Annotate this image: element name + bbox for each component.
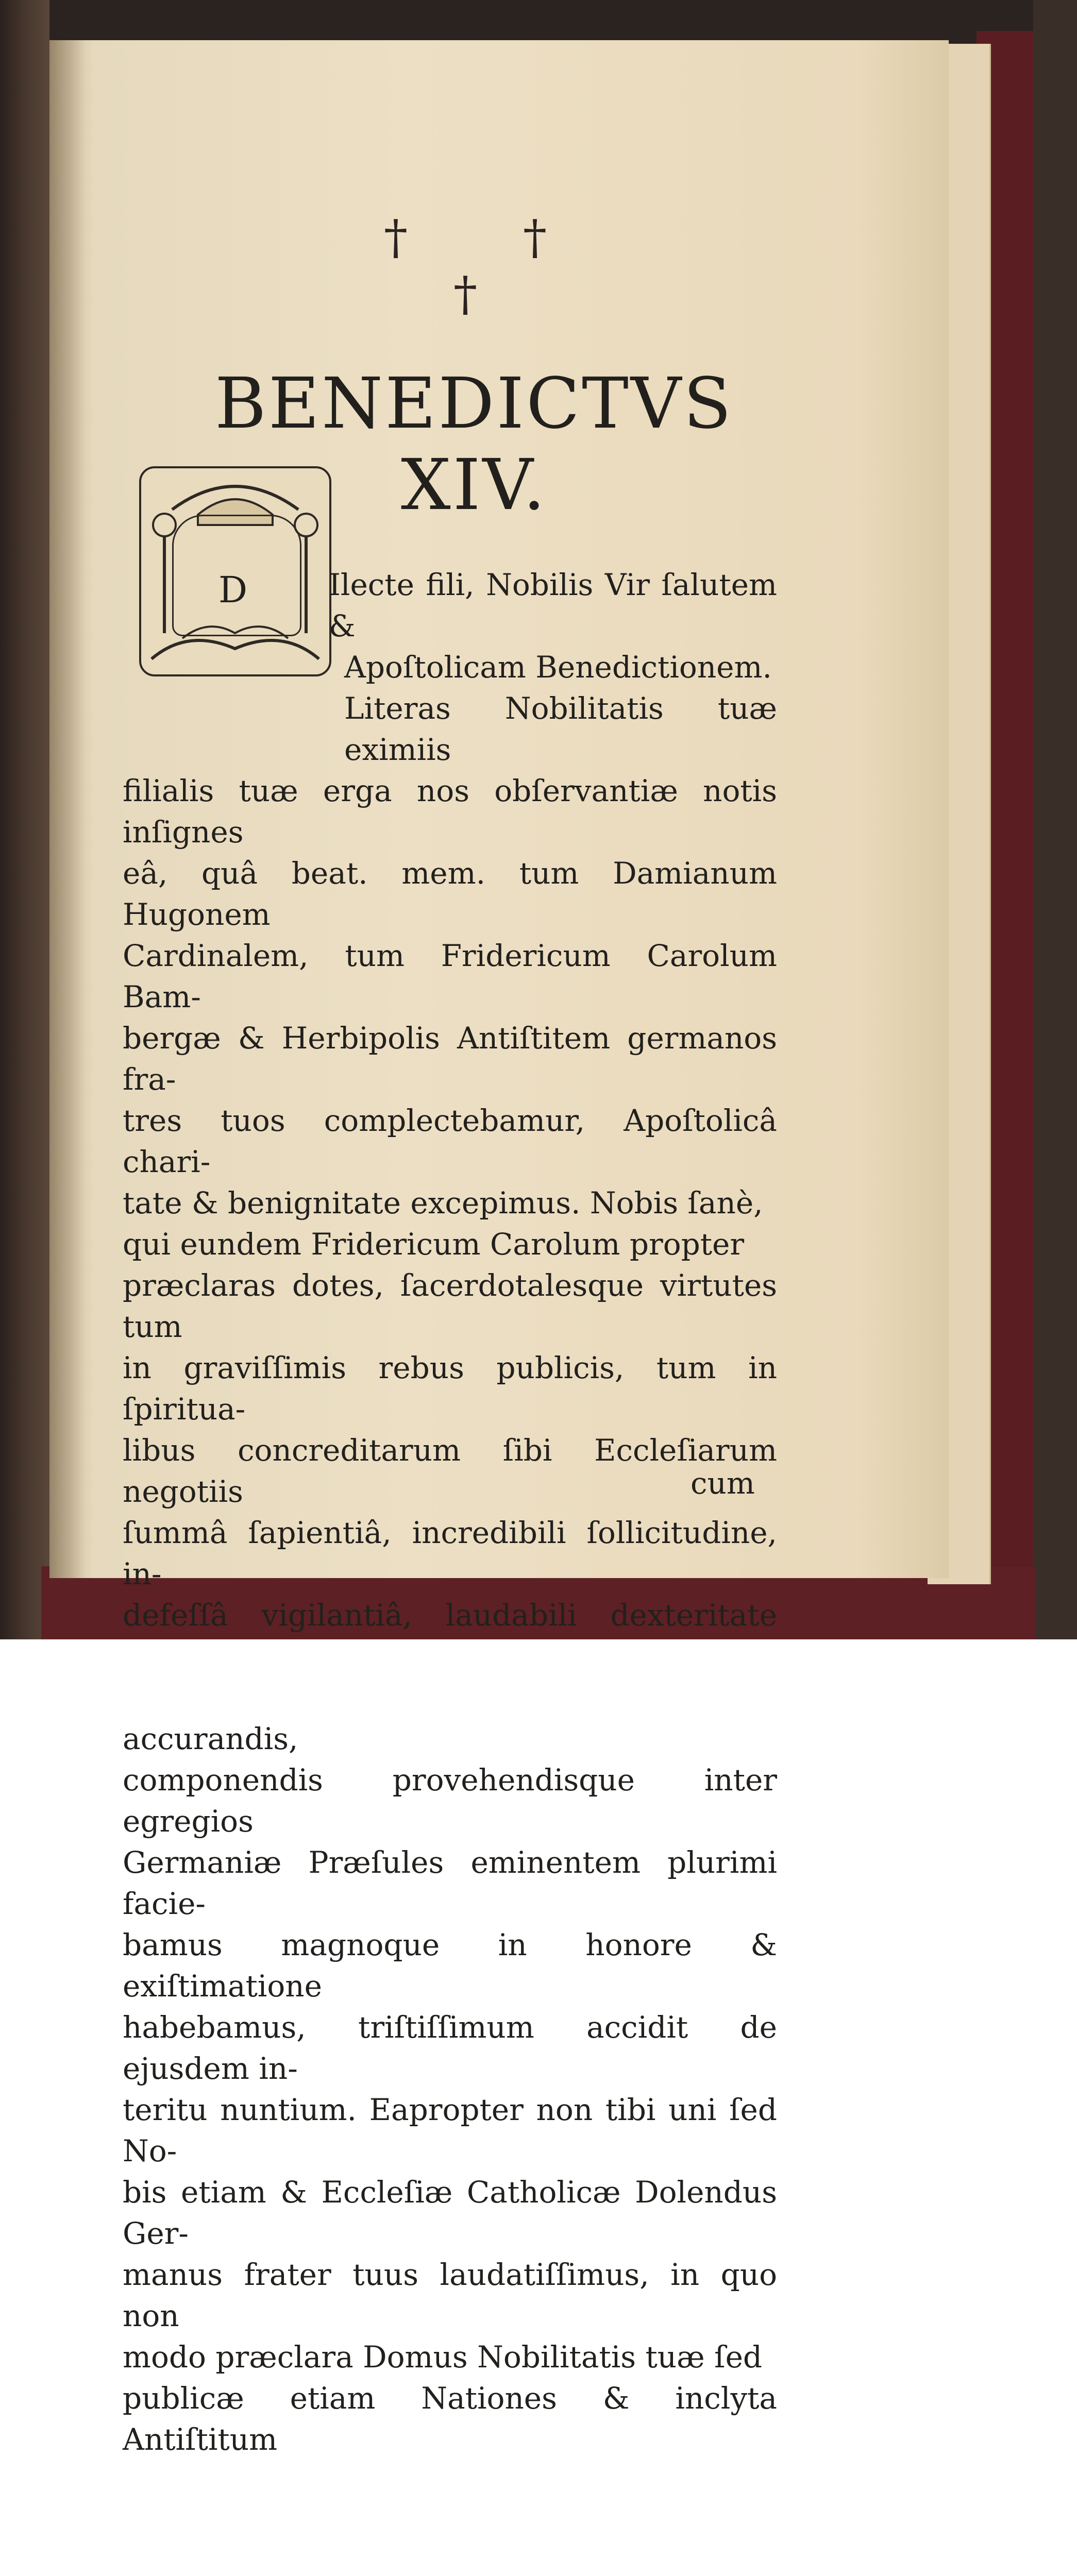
left-cover-board <box>0 0 49 1639</box>
text-line: eâ, quâ beat. mem. tum Damianum Hugonem <box>123 856 777 932</box>
viewer-footer <box>0 1639 1077 1721</box>
initial-letter: D <box>218 569 248 611</box>
text-line: libus concreditarum ſibi Eccleſiarum negotiis <box>123 1433 777 1509</box>
text-line: publicæ etiam Nationes & inclyta Antiſtitum <box>123 2381 777 2457</box>
text-line: bis etiam & Eccleſiæ Catholicæ Dolendus Ger- <box>123 2175 777 2251</box>
text-line: componendis provehendisque inter egregios <box>123 1762 777 1839</box>
text-line: præclaras dotes, ſacerdotalesque virtutes tum <box>123 1268 777 1344</box>
cross-icon: † <box>384 210 408 265</box>
text-line: Apoſtolicam Benedictionem. <box>344 650 772 685</box>
text-line: modo præclara Domus Nobilitatis tuæ ſed <box>123 2340 763 2375</box>
text-line: Germaniæ Præſules eminentem plurimi facie- <box>123 1845 777 1921</box>
text-line: accurandis, <box>123 1721 298 1756</box>
text-line: manus frater tuus laudatiſſimus, in quo non <box>123 2257 777 2333</box>
text-line: habebamus, triſtiſſimum accidit de ejusdem in- <box>123 2010 777 2086</box>
text-line: Cardinalem, tum Fridericum Carolum Bam- <box>123 938 777 1014</box>
body-text <box>123 564 777 2460</box>
text-line: bamus magnoque in honore & exiſtimatione <box>123 1927 777 2004</box>
text-line: defeſſâ vigilantiâ, laudabili dexteritate <box>123 1598 777 1633</box>
cross-icon: † <box>453 266 477 321</box>
text-line: tate & benignitate excepimus. Nobis ſanè, <box>123 1185 763 1221</box>
text-line: filialis tuæ erga nos obſervantiæ notis inſignes <box>123 773 777 850</box>
catchword: cum <box>691 1466 755 1501</box>
text-line: Literas Nobilitatis tuæ eximiis <box>344 691 777 767</box>
cross-icon: † <box>523 210 547 265</box>
text-line: ſummâ ſapientiâ, incredibili ſollicitudine, in- <box>123 1515 777 1591</box>
text-line: teritu nuntium. Eapropter non tibi uni ſed No- <box>123 2092 777 2168</box>
text-line: Ilecte fili, Nobilis Vir ſalutem & <box>329 567 777 643</box>
gutter-shadow <box>49 40 86 1578</box>
text-line: tres tuos complectebamur, Apoſtolicâ chari- <box>123 1103 777 1179</box>
text-line: in graviſſimis rebus publicis, tum in ſpiritua- <box>123 1350 777 1427</box>
cross-ornaments <box>361 210 598 321</box>
text-line: qui eundem Fridericum Carolum propter <box>123 1227 745 1262</box>
text-line: bergæ & Herbipolis Antiſtitem germanos fra- <box>123 1021 777 1097</box>
right-cover-board <box>1033 0 1077 1639</box>
page-title: BENEDICTVS XIV. <box>214 363 734 526</box>
